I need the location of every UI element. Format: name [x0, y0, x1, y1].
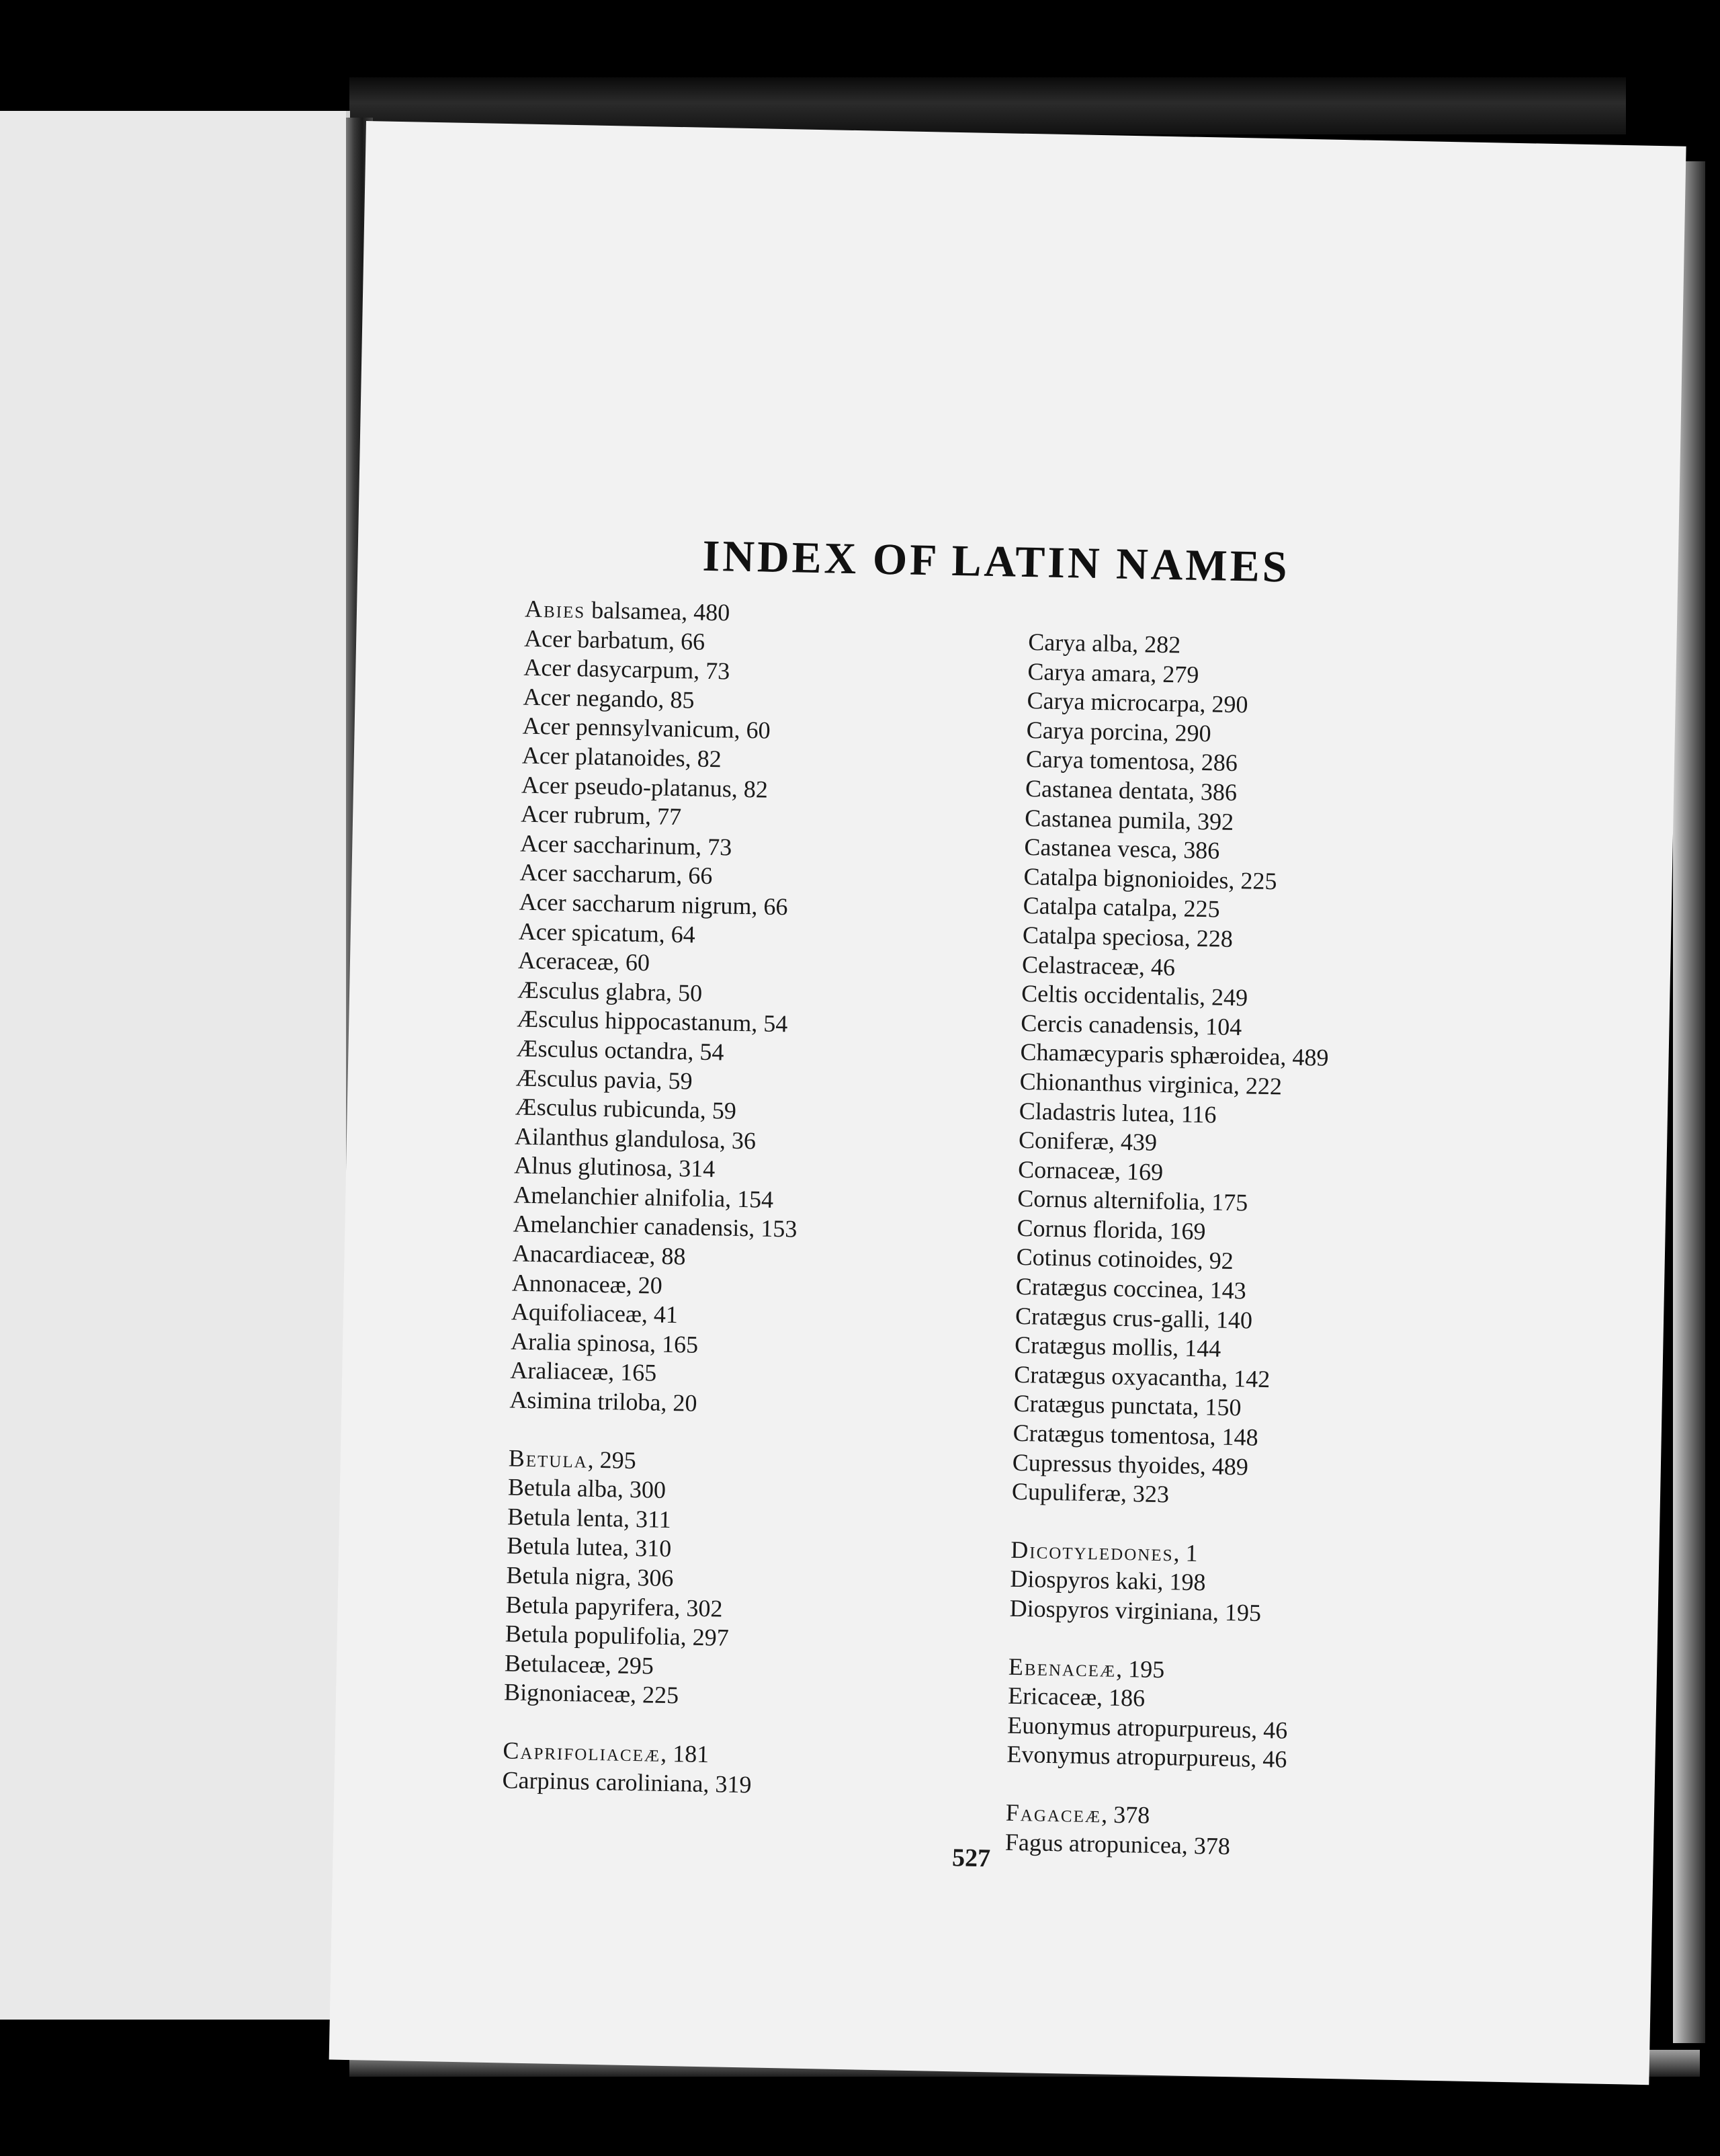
entry-name: Cratægus tomentosa — [1013, 1419, 1211, 1450]
entry-name: Castanea pumila — [1024, 804, 1186, 835]
entry-name: Alnus glutinosa — [513, 1151, 667, 1182]
entry-lead-word: Dicotyledones — [1010, 1536, 1174, 1567]
index-column-left — [501, 595, 1076, 1835]
entry-separator: , — [1197, 1276, 1211, 1304]
entry-separator: , — [695, 833, 708, 860]
entry-name: Carya amara — [1027, 657, 1151, 688]
entry-name: Betula alba — [507, 1473, 618, 1503]
entry-name: Acer negando — [523, 683, 658, 713]
entry-name: Acer spicatum — [518, 917, 660, 948]
entry-separator: , — [1131, 630, 1145, 658]
entry-separator: , — [641, 1300, 654, 1328]
entry-page: 85 — [670, 686, 695, 714]
entry-separator: , — [665, 979, 679, 1006]
entry-separator: , — [1193, 1012, 1206, 1040]
entry-name: Araliaceæ — [509, 1356, 609, 1386]
entry-name: Diospyros virginiana — [1009, 1594, 1213, 1626]
entry-page: 165 — [661, 1330, 699, 1358]
entry-page: 148 — [1221, 1423, 1259, 1451]
entry-page: 295 — [617, 1651, 654, 1680]
entry-page: 279 — [1162, 660, 1199, 688]
entry-separator: , — [734, 716, 746, 744]
entry-separator: , — [660, 1388, 673, 1417]
entry-name: Coniferæ — [1018, 1126, 1109, 1155]
entry-separator: , — [1199, 1188, 1212, 1216]
entry-name: Castanea dentata — [1025, 774, 1189, 805]
entry-page: 20 — [638, 1271, 663, 1299]
entry-lead-word: Abies — [524, 595, 586, 624]
entry-name: Cercis canadensis — [1021, 1009, 1194, 1040]
entry-separator: , — [687, 1038, 700, 1065]
entry-name: Cornus alternifolia — [1017, 1185, 1200, 1216]
entry-separator: , — [1181, 1831, 1195, 1859]
entry-separator: , — [748, 1214, 761, 1243]
entry-separator: , — [1233, 1071, 1246, 1100]
entry-separator: , — [719, 1126, 732, 1154]
index-group — [1005, 1798, 1557, 1868]
entry-separator: , — [1172, 1334, 1185, 1362]
entry-page: 60 — [746, 716, 771, 745]
entry-page: 66 — [688, 862, 713, 890]
entry-page: 225 — [1240, 866, 1277, 895]
entry-separator: , — [626, 1271, 639, 1298]
entry-name: Æsculus hippocastanum — [517, 1005, 752, 1037]
entry-page: 311 — [635, 1505, 672, 1533]
entry-page: 140 — [1215, 1306, 1253, 1334]
entry-page: 195 — [1224, 1598, 1262, 1626]
entry-page: 66 — [680, 627, 705, 655]
entry-name: Betulaceæ — [504, 1649, 606, 1679]
entry-separator: , — [1199, 983, 1212, 1011]
entry-page: 82 — [743, 775, 769, 803]
entry-separator: , — [1193, 1393, 1205, 1421]
entry-separator: , — [699, 1096, 713, 1124]
entry-name: Carya porcina — [1026, 716, 1164, 746]
entry-separator: , — [649, 1330, 662, 1358]
entry-name: Betula lutea — [506, 1532, 624, 1562]
entry-name: Acer pseudo-platanus — [521, 771, 732, 802]
entry-page: 59 — [668, 1067, 693, 1095]
entry-name: Carya alba — [1027, 628, 1133, 658]
entry-name: Æsculus glabra — [517, 976, 666, 1006]
entry-separator: , — [1221, 1364, 1234, 1392]
entry-page: 489 — [1292, 1044, 1329, 1072]
entry-name: Acer rubrum — [520, 800, 646, 830]
entry-name: Aralia spinosa — [510, 1327, 650, 1358]
entry-name: Castanea vesca — [1024, 833, 1172, 864]
entry-separator: , — [703, 1770, 716, 1797]
entry-separator: , — [1250, 1745, 1263, 1773]
entry-page: 54 — [699, 1038, 724, 1066]
entry-separator: , — [1228, 866, 1241, 894]
entry-separator: , — [751, 893, 764, 920]
entry-page: 66 — [763, 893, 788, 921]
entry-separator: , — [613, 948, 626, 976]
entry-separator: , — [666, 1155, 679, 1182]
entry-separator: , — [731, 775, 744, 802]
entry-separator: , — [1199, 690, 1212, 718]
entry-name: Abies balsamea — [524, 595, 682, 626]
entry-name: Cratægus oxyacantha — [1013, 1360, 1222, 1392]
index-group — [1012, 628, 1580, 1517]
entry-name — [1010, 1536, 1174, 1567]
entry-separator: , — [623, 1505, 636, 1532]
entry-separator: , — [660, 1739, 673, 1768]
entry-name: Anacardiaceæ — [512, 1239, 650, 1270]
entry-page: 154 — [736, 1185, 774, 1213]
entry-name: Bignoniaceæ — [503, 1678, 631, 1708]
entry-page: 150 — [1205, 1393, 1242, 1421]
entry-separator: , — [1114, 1157, 1127, 1185]
entry-page: 181 — [672, 1740, 710, 1768]
facing-page-left — [0, 111, 350, 2020]
entry-name: Catalpa catalpa — [1023, 892, 1172, 922]
entry-separator: , — [1185, 807, 1198, 835]
entry-separator: , — [1170, 836, 1184, 864]
entry-lead-word: Caprifoliaceæ — [503, 1737, 661, 1767]
entry-page: 378 — [1193, 1831, 1231, 1860]
entry-name: Chamæcyparis sphæroidea — [1020, 1038, 1281, 1071]
index-group — [502, 1736, 1054, 1805]
entry-name: Amelanchier canadensis — [513, 1210, 749, 1242]
entry-page: 302 — [686, 1594, 723, 1622]
entry-name: Ericaceæ — [1007, 1682, 1097, 1711]
entry-page: 310 — [634, 1534, 672, 1563]
entry-page: 186 — [1108, 1684, 1146, 1712]
entry-separator: , — [1150, 660, 1163, 688]
entry-name: Carpinus caroliniana — [502, 1766, 703, 1797]
entry-name: Acer platanoides — [521, 741, 686, 772]
entry-page: 489 — [1211, 1452, 1249, 1481]
entry-name: Æsculus octandra — [516, 1034, 688, 1065]
entry-separator: , — [1188, 778, 1201, 805]
entry-separator: , — [1162, 718, 1176, 747]
entry-name — [1008, 1653, 1117, 1682]
entry-page: 92 — [1209, 1247, 1234, 1275]
entry-page: 195 — [1127, 1655, 1165, 1683]
entry-name: Cupuliferæ — [1011, 1478, 1121, 1507]
entry-name — [1005, 1799, 1101, 1828]
entry-separator: , — [1120, 1480, 1133, 1507]
entry-page: 386 — [1182, 836, 1220, 864]
entry-separator: , — [681, 598, 694, 626]
entry-page: 222 — [1245, 1072, 1283, 1100]
entry-separator: , — [1203, 1305, 1217, 1333]
entry-separator: , — [1101, 1800, 1114, 1828]
entry-separator: , — [674, 1593, 687, 1622]
entry-page: 73 — [707, 833, 732, 861]
entry-separator: , — [1199, 1452, 1213, 1480]
entry-name: Betula populifolia — [505, 1620, 681, 1651]
entry-name: Cupressus thyoides — [1012, 1448, 1201, 1479]
entry-name: Catalpa speciosa — [1022, 921, 1185, 952]
entry-page: 144 — [1184, 1334, 1221, 1363]
entry-separator: , — [1096, 1684, 1109, 1711]
index-group — [504, 1444, 1060, 1718]
entry-page: 386 — [1200, 778, 1238, 806]
entry-page: 439 — [1120, 1128, 1158, 1156]
entry-page: 116 — [1180, 1100, 1217, 1128]
entry-page: 36 — [731, 1126, 757, 1155]
entry-page: 290 — [1174, 719, 1212, 747]
entry-name: Cratægus coccinea — [1015, 1272, 1199, 1304]
entry-separator: , — [1168, 1100, 1182, 1128]
entry-name: Amelanchier alnifolia — [513, 1181, 726, 1212]
entry-name: Betula papyrifera — [505, 1590, 675, 1621]
entry-page: 480 — [693, 598, 730, 626]
entry-name: Acer saccharinum — [520, 829, 696, 860]
entry-separator: , — [750, 1009, 764, 1037]
entry-name: Acer dasycarpum — [523, 653, 694, 684]
entry-separator: , — [622, 1534, 636, 1562]
entry-page: 82 — [697, 745, 722, 773]
entry-separator: , — [1197, 1247, 1210, 1274]
entry-separator: , — [649, 1242, 662, 1270]
entry-page: 198 — [1169, 1568, 1206, 1596]
entry-name: Cratægus punctata — [1013, 1390, 1193, 1421]
entry-page: 306 — [637, 1564, 674, 1592]
entry-name: Acer pennsylvanicum — [522, 712, 734, 744]
entry-name: Chionanthus virginica — [1019, 1067, 1234, 1099]
entry-separator: , — [668, 627, 681, 655]
entry-name: Ailanthus glandulosa — [514, 1122, 720, 1154]
entry-page: 1 — [1185, 1539, 1198, 1567]
entry-name: Carya tomentosa — [1025, 745, 1190, 776]
entry-page: 169 — [1126, 1157, 1164, 1186]
entry-name: Diospyros kaki — [1010, 1565, 1158, 1595]
index-group — [1006, 1652, 1559, 1780]
entry-page: 228 — [1196, 924, 1234, 952]
entry-page: 297 — [692, 1623, 730, 1651]
entry-name: Acer saccharum nigrum — [519, 888, 752, 920]
entry-name: Asimina triloba — [509, 1386, 661, 1416]
entry-name: Betula nigra — [506, 1561, 626, 1591]
entry-separator: , — [656, 1067, 669, 1094]
entry-separator: , — [1250, 1716, 1264, 1743]
entry-page: 46 — [1150, 953, 1176, 981]
entry-separator: , — [680, 1623, 693, 1651]
entry-separator: , — [1157, 1568, 1170, 1595]
entry-separator: , — [1189, 749, 1202, 776]
entry-separator: , — [587, 1446, 601, 1473]
entry-page: 392 — [1197, 807, 1234, 835]
index-page — [329, 121, 1686, 2085]
entry-name: Catalpa bignonioides — [1023, 862, 1229, 894]
entry-lead-word: Fagaceæ — [1005, 1798, 1102, 1828]
entry-page: 225 — [642, 1681, 679, 1709]
entry-page: 323 — [1132, 1480, 1170, 1508]
entry-separator: , — [685, 745, 698, 772]
entry-separator: , — [1280, 1043, 1293, 1071]
entry-page: 88 — [661, 1242, 686, 1270]
entry-page: 73 — [705, 657, 730, 685]
entry-separator: , — [1138, 952, 1152, 981]
entry-separator: , — [1108, 1128, 1121, 1155]
entry-separator: , — [658, 686, 671, 713]
entry-name: Cratægus mollis — [1014, 1331, 1173, 1362]
entry-name: Cornus florida — [1017, 1214, 1158, 1244]
entry-separator: , — [1209, 1423, 1223, 1450]
entry-page: 290 — [1211, 690, 1248, 718]
entry-separator: , — [605, 1651, 618, 1679]
entry-page: 46 — [1262, 1745, 1287, 1774]
entry-separator: , — [658, 920, 672, 948]
entry-name: Æsculus rubicunda — [515, 1093, 701, 1124]
entry-separator: , — [724, 1185, 738, 1212]
entry-name: Celtis occidentalis — [1021, 980, 1200, 1011]
entry-name: Aceraceæ — [517, 946, 614, 976]
entry-page: 295 — [599, 1446, 637, 1474]
entry-name: Acer barbatum — [523, 624, 669, 655]
entry-separator: , — [693, 657, 706, 685]
entry-name — [503, 1737, 660, 1766]
entry-page: 20 — [673, 1389, 697, 1417]
entry-separator: , — [607, 1358, 621, 1386]
entry-page: 142 — [1233, 1364, 1271, 1393]
entry-name: Cornaceæ — [1017, 1155, 1115, 1185]
entry-name: Cratægus crus-galli — [1015, 1302, 1205, 1333]
entry-separator: , — [625, 1563, 638, 1591]
entry-page: 175 — [1211, 1188, 1248, 1216]
entry-page: 50 — [677, 979, 703, 1007]
entry-page: 319 — [715, 1770, 752, 1798]
entry-separator: , — [1115, 1655, 1129, 1682]
entry-page: 282 — [1144, 630, 1181, 659]
page-number: 527 — [951, 1843, 991, 1873]
entry-separator: , — [1173, 1539, 1186, 1567]
entry-separator: , — [1212, 1598, 1226, 1626]
entry-name: Carya microcarpa — [1027, 687, 1200, 718]
entry-page: 378 — [1113, 1800, 1150, 1829]
entry-name: Celastraceæ — [1021, 950, 1140, 980]
entry-page: 249 — [1211, 983, 1248, 1011]
entry-page: 54 — [763, 1009, 788, 1038]
entry-separator: , — [617, 1475, 630, 1503]
entry-page: 314 — [678, 1155, 716, 1183]
page-title: INDEX OF LATIN NAMES — [702, 531, 1291, 592]
entry-name: Annonaceæ — [511, 1269, 627, 1298]
entry-page: 143 — [1209, 1276, 1247, 1304]
entry-name: Fagus atropunicea — [1004, 1828, 1182, 1859]
entry-separator: , — [1184, 924, 1197, 952]
entry-separator: , — [1157, 1216, 1170, 1245]
entry-page: 41 — [653, 1300, 679, 1329]
entry-name: Aquifoliaceæ — [511, 1298, 642, 1328]
entry-page: 104 — [1205, 1012, 1242, 1040]
entry-page: 60 — [625, 948, 650, 977]
entry-page: 77 — [656, 802, 682, 831]
entry-separator: , — [644, 802, 658, 830]
entry-lead-word: Betula — [508, 1444, 589, 1473]
entry-page: 165 — [619, 1359, 657, 1387]
entry-page: 225 — [1183, 895, 1220, 923]
entry-name: Cladastris lutea — [1019, 1097, 1170, 1127]
entry-name: Euonymus atropurpureus — [1006, 1711, 1252, 1743]
entry-name: Æsculus pavia — [515, 1064, 657, 1094]
entry-name: Acer saccharum — [519, 858, 677, 889]
entry-page: 64 — [671, 920, 696, 948]
entry-page: 153 — [760, 1215, 798, 1243]
entry-name: Cotinus cotinoides — [1016, 1243, 1198, 1274]
entry-name — [508, 1444, 588, 1473]
entry-page: 169 — [1169, 1217, 1206, 1245]
entry-page: 286 — [1201, 749, 1238, 777]
index-group — [509, 595, 1076, 1425]
index-column-right — [1004, 628, 1580, 1897]
entry-page: 46 — [1262, 1716, 1288, 1744]
entry-separator: , — [630, 1681, 643, 1708]
index-group — [1009, 1536, 1561, 1634]
entry-separator: , — [676, 862, 689, 889]
entry-lead-word: Ebenaceæ — [1008, 1653, 1117, 1682]
entry-separator: , — [1171, 895, 1184, 922]
entry-page: 59 — [712, 1097, 737, 1124]
entry-name: Betula lenta — [507, 1503, 624, 1532]
entry-page: 300 — [629, 1476, 666, 1504]
entry-name: Evonymus atropurpureus — [1006, 1741, 1251, 1773]
